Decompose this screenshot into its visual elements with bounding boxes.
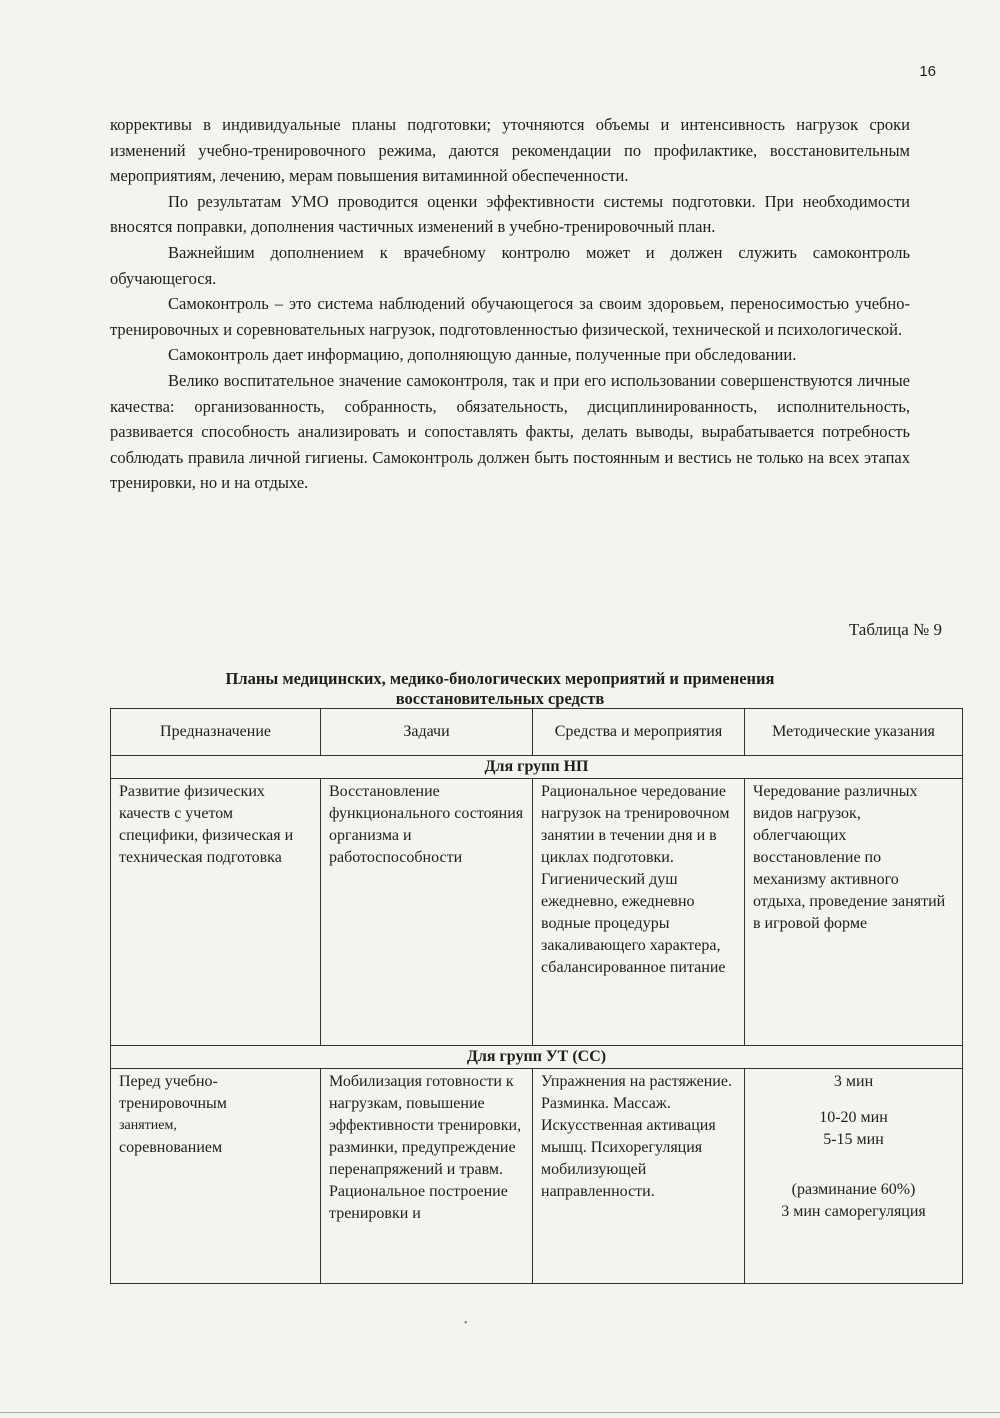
scan-edge-line [0,1412,1000,1413]
header-purpose: Предназначение [111,709,321,756]
purpose-line: занятием, [119,1118,177,1133]
cell-guidance: Чередование различных видов нагрузок, облегчающих восстановление по механизму активного отдыха, проведение занятий в игровой форме [745,779,963,1046]
table-row [111,1069,963,1284]
table-header-row [111,709,963,756]
cell-means: Рациональное чередование нагрузок на тренировочном занятии в течении дня и в циклах подготовки. Гигиенический душ ежедневно, ежедневно водные процедуры закаливающего характера, сбалансированное питание [533,779,745,1046]
paragraph: Важнейшим дополнением к врачебному контролю может и должен служить самоконтроль обучающегося. [110,242,910,288]
group-row-np [111,756,963,779]
guidance-line: (разминание 60%) [791,1181,916,1198]
group-row-ut [111,1046,963,1069]
cell-tasks: Мобилизация готовности к нагрузкам, повышение эффективности тренировки, разминки, предупреждение перенапряжений и травм. Рациональное построение тренировки и [321,1069,533,1284]
purpose-line: соревнованием [119,1139,223,1156]
guidance-line: 5-15 мин [823,1131,884,1148]
group-label-ut: Для групп УТ (СС) [111,1046,963,1069]
table-row [111,779,963,1046]
table-title: Планы медицинских, медико-биологических мероприятий и применения восстановительных средств [225,669,775,708]
body-text [110,112,910,496]
guidance-line: 3 мин [833,1073,874,1090]
group-label-np: Для групп НП [111,756,963,779]
page-number: 16 [919,63,936,80]
paragraph: Самоконтроль дает информацию, дополняющую данные, полученные при обследовании. [168,345,797,365]
cell-guidance [745,1069,963,1284]
purpose-line: Перед учебно-тренировочным [119,1073,227,1112]
header-guidance: Методические указания [745,709,963,756]
cell-purpose [111,1069,321,1284]
header-tasks: Задачи [321,709,533,756]
paragraph: коррективы в индивидуальные планы подготовки; уточняются объемы и интенсивность нагрузок сроки изменений учебно-тренировочного режима, даются рекомендации по профилактике, восстановительным мероприятиям, лечению, мерам повышения витаминной обеспеченности. [110,115,910,186]
header-means: Средства и мероприятия [533,709,745,756]
cell-purpose: Развитие физических качеств с учетом специфики, физическая и техническая подготовка [111,779,321,1046]
cell-tasks: Восстановление функционального состояния организма и работоспособности [321,779,533,1046]
paragraph: Велико воспитательное значение самоконтроля, так и при его использовании совершенствуются личные качества: организованность, собранность, обязательность, дисциплинированность, исполнительность, развивается способность анализировать и сопоставлять факты, делать выводы, вырабатывается потребность соблюдать правила личной гигиены. Самоконтроль должен быть постоянным и вестись не только на всех этапах тренировки, но и на отдыхе. [110,370,910,493]
paragraph: По результатам УМО проводится оценки эффективности системы подготовки. При необходимости вносятся поправки, дополнения частичных изменений в учебно-тренировочный план. [110,191,910,237]
paragraph: Самоконтроль – это система наблюдений обучающегося за своим здоровьем, переносимостью учебно-тренировочных и соревновательных нагрузок, подготовленностью физической, технической и психологической. [110,294,910,339]
scan-speck: • [464,1318,468,1329]
guidance-line: 10-20 мин [819,1109,888,1126]
cell-means: Упражнения на растяжение. Разминка. Массаж. Искусственная активация мышц. Психорегуляция мобилизующей направленности. [533,1069,745,1284]
recovery-plan-table [110,708,963,1284]
table-number: Таблица № 9 [848,620,942,639]
guidance-line: 3 мин саморегуляция [781,1203,926,1220]
